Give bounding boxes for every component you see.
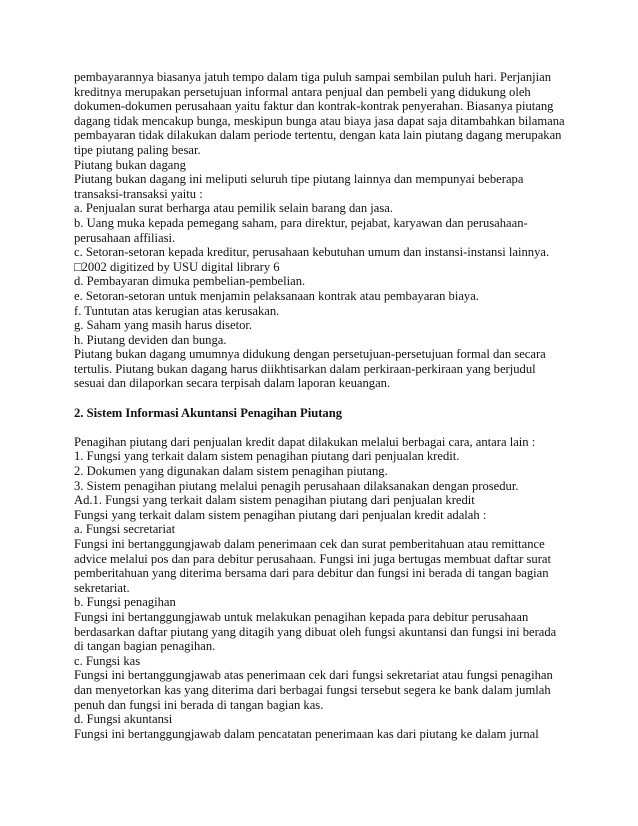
text-block-2	[74, 435, 574, 741]
text-line: pembayarannya biasanya jatuh tempo dalam tiga puluh sampai sembilan puluh hari. Perjanjian	[74, 70, 552, 84]
text-line: 2. Dokumen yang digunakan dalam sistem penagihan piutang.	[74, 464, 388, 479]
text-line: Fungsi ini bertanggungjawab dalam pencatatan penerimaan kas dari piutang ke dalam jurnal	[74, 726, 539, 741]
text-line: tertulis. Piutang bukan dagang harus diikhtisarkan dalam perkiraan-perkiraan yang berjudul	[74, 361, 536, 376]
text-line: 3. Sistem penagihan piutang melalui penagih perusahaan dilaksanakan dengan prosedur.	[74, 478, 519, 493]
text-line: Fungsi ini bertanggungjawab untuk melakukan penagihan kepada para debitur perusahaan	[74, 609, 529, 624]
text-line: perusahaan affiliasi.	[74, 230, 176, 245]
text-line: pemberitahuan yang diterima bersama dari para debitur dan fungsi ini berada di tangan bagian	[74, 566, 549, 581]
text-line: Fungsi ini bertanggungjawab atas penerimaan cek dari fungsi sekretariat atau fungsi penagihan	[74, 668, 553, 683]
text-line: e. Setoran-setoran untuk menjamin pelaksanaan kontrak atau pembayaran biaya.	[74, 288, 479, 303]
text-line: kreditnya merupakan persetujuan informal antara penjual dan pembeli yang didukung oleh	[74, 84, 531, 99]
text-line: berdasarkan daftar piutang yang ditagih yang dibuat oleh fungsi akuntansi dan fungsi ini berada	[74, 624, 557, 639]
text-line: c. Fungsi kas	[74, 653, 141, 668]
text-line: Penagihan piutang dari penjualan kredit dapat dilakukan melalui berbagai cara, antara lain :	[74, 434, 536, 449]
text-line: di tangan bagian penagihan.	[74, 639, 216, 654]
paragraph-gap	[74, 420, 574, 435]
text-block-1	[74, 70, 574, 391]
text-line: dan menyetorkan kas yang diterima dari berbagai fungsi tersebut segera ke bank dalam jumlah	[74, 682, 551, 697]
text-line: □2002 digitized by USU digital library 6	[74, 259, 280, 274]
text-line: tipe piutang paling besar.	[74, 142, 201, 157]
text-line: penuh dan fungsi ini berada di tangan bagian kas.	[74, 697, 324, 712]
section-heading: 2. Sistem Informasi Akuntansi Penagihan Piutang	[74, 405, 343, 420]
text-line: b. Fungsi penagihan	[74, 595, 176, 610]
text-line: h. Piutang deviden dan bunga.	[74, 332, 227, 347]
text-line: dokumen-dokumen perusahaan yaitu faktur dan kontrak-kontrak penyerahan. Biasanya piutang	[74, 99, 554, 114]
text-line: c. Setoran-setoran kepada kreditur, perusahaan kebutuhan umum dan instansi-instansi lainnya.	[74, 245, 550, 260]
text-line: b. Uang muka kepada pemegang saham, para direktur, pejabat, karyawan dan perusahaan-	[74, 215, 528, 230]
text-line: a. Fungsi secretariat	[74, 522, 176, 537]
text-line: advice melalui pos dan para debitur perusahaan. Fungsi ini juga bertugas membuat daftar surat	[74, 551, 552, 566]
text-line: Piutang bukan dagang ini meliputi seluruh tipe piutang lainnya dan mempunyai beberapa	[74, 172, 524, 187]
text-line: Ad.1. Fungsi yang terkait dalam sistem penagihan piutang dari penjualan kredit	[74, 493, 475, 508]
text-line: d. Fungsi akuntansi	[74, 712, 173, 727]
text-line: a. Penjualan surat berharga atau pemilik selain barang dan jasa.	[74, 201, 394, 216]
text-line: Piutang bukan dagang umumnya didukung dengan persetujuan-persetujuan formal dan secara	[74, 347, 546, 362]
text-line: 1. Fungsi yang terkait dalam sistem penagihan piutang dari penjualan kredit.	[74, 449, 460, 464]
text-line: sesuai dan dilaporkan secara terpisah dalam laporan keuangan.	[74, 376, 391, 391]
text-line: g. Saham yang masih harus disetor.	[74, 318, 253, 333]
text-line: f. Tuntutan atas kerugian atas kerusakan.	[74, 303, 280, 318]
text-line: transaksi-transaksi yaitu :	[74, 186, 203, 201]
text-line: Fungsi ini bertanggungjawab dalam penerimaan cek dan surat pemberitahuan atau remittance	[74, 537, 545, 551]
document-page	[74, 70, 574, 741]
paragraph-gap	[74, 391, 574, 406]
text-line: d. Pembayaran dimuka pembelian-pembelian.	[74, 274, 306, 289]
text-line: dagang tidak mencakup bunga, meskipun bunga atau biaya jasa dapat saja ditambahkan bilamana	[74, 113, 565, 128]
text-line: Piutang bukan dagang	[74, 157, 186, 172]
text-line: sekretariat.	[74, 580, 130, 595]
text-line: Fungsi yang terkait dalam sistem penagihan piutang dari penjualan kredit adalah :	[74, 507, 487, 522]
text-line: pembayaran tidak dilakukan dalam periode tertentu, dengan kata lain piutang dagang merupakan	[74, 128, 562, 143]
